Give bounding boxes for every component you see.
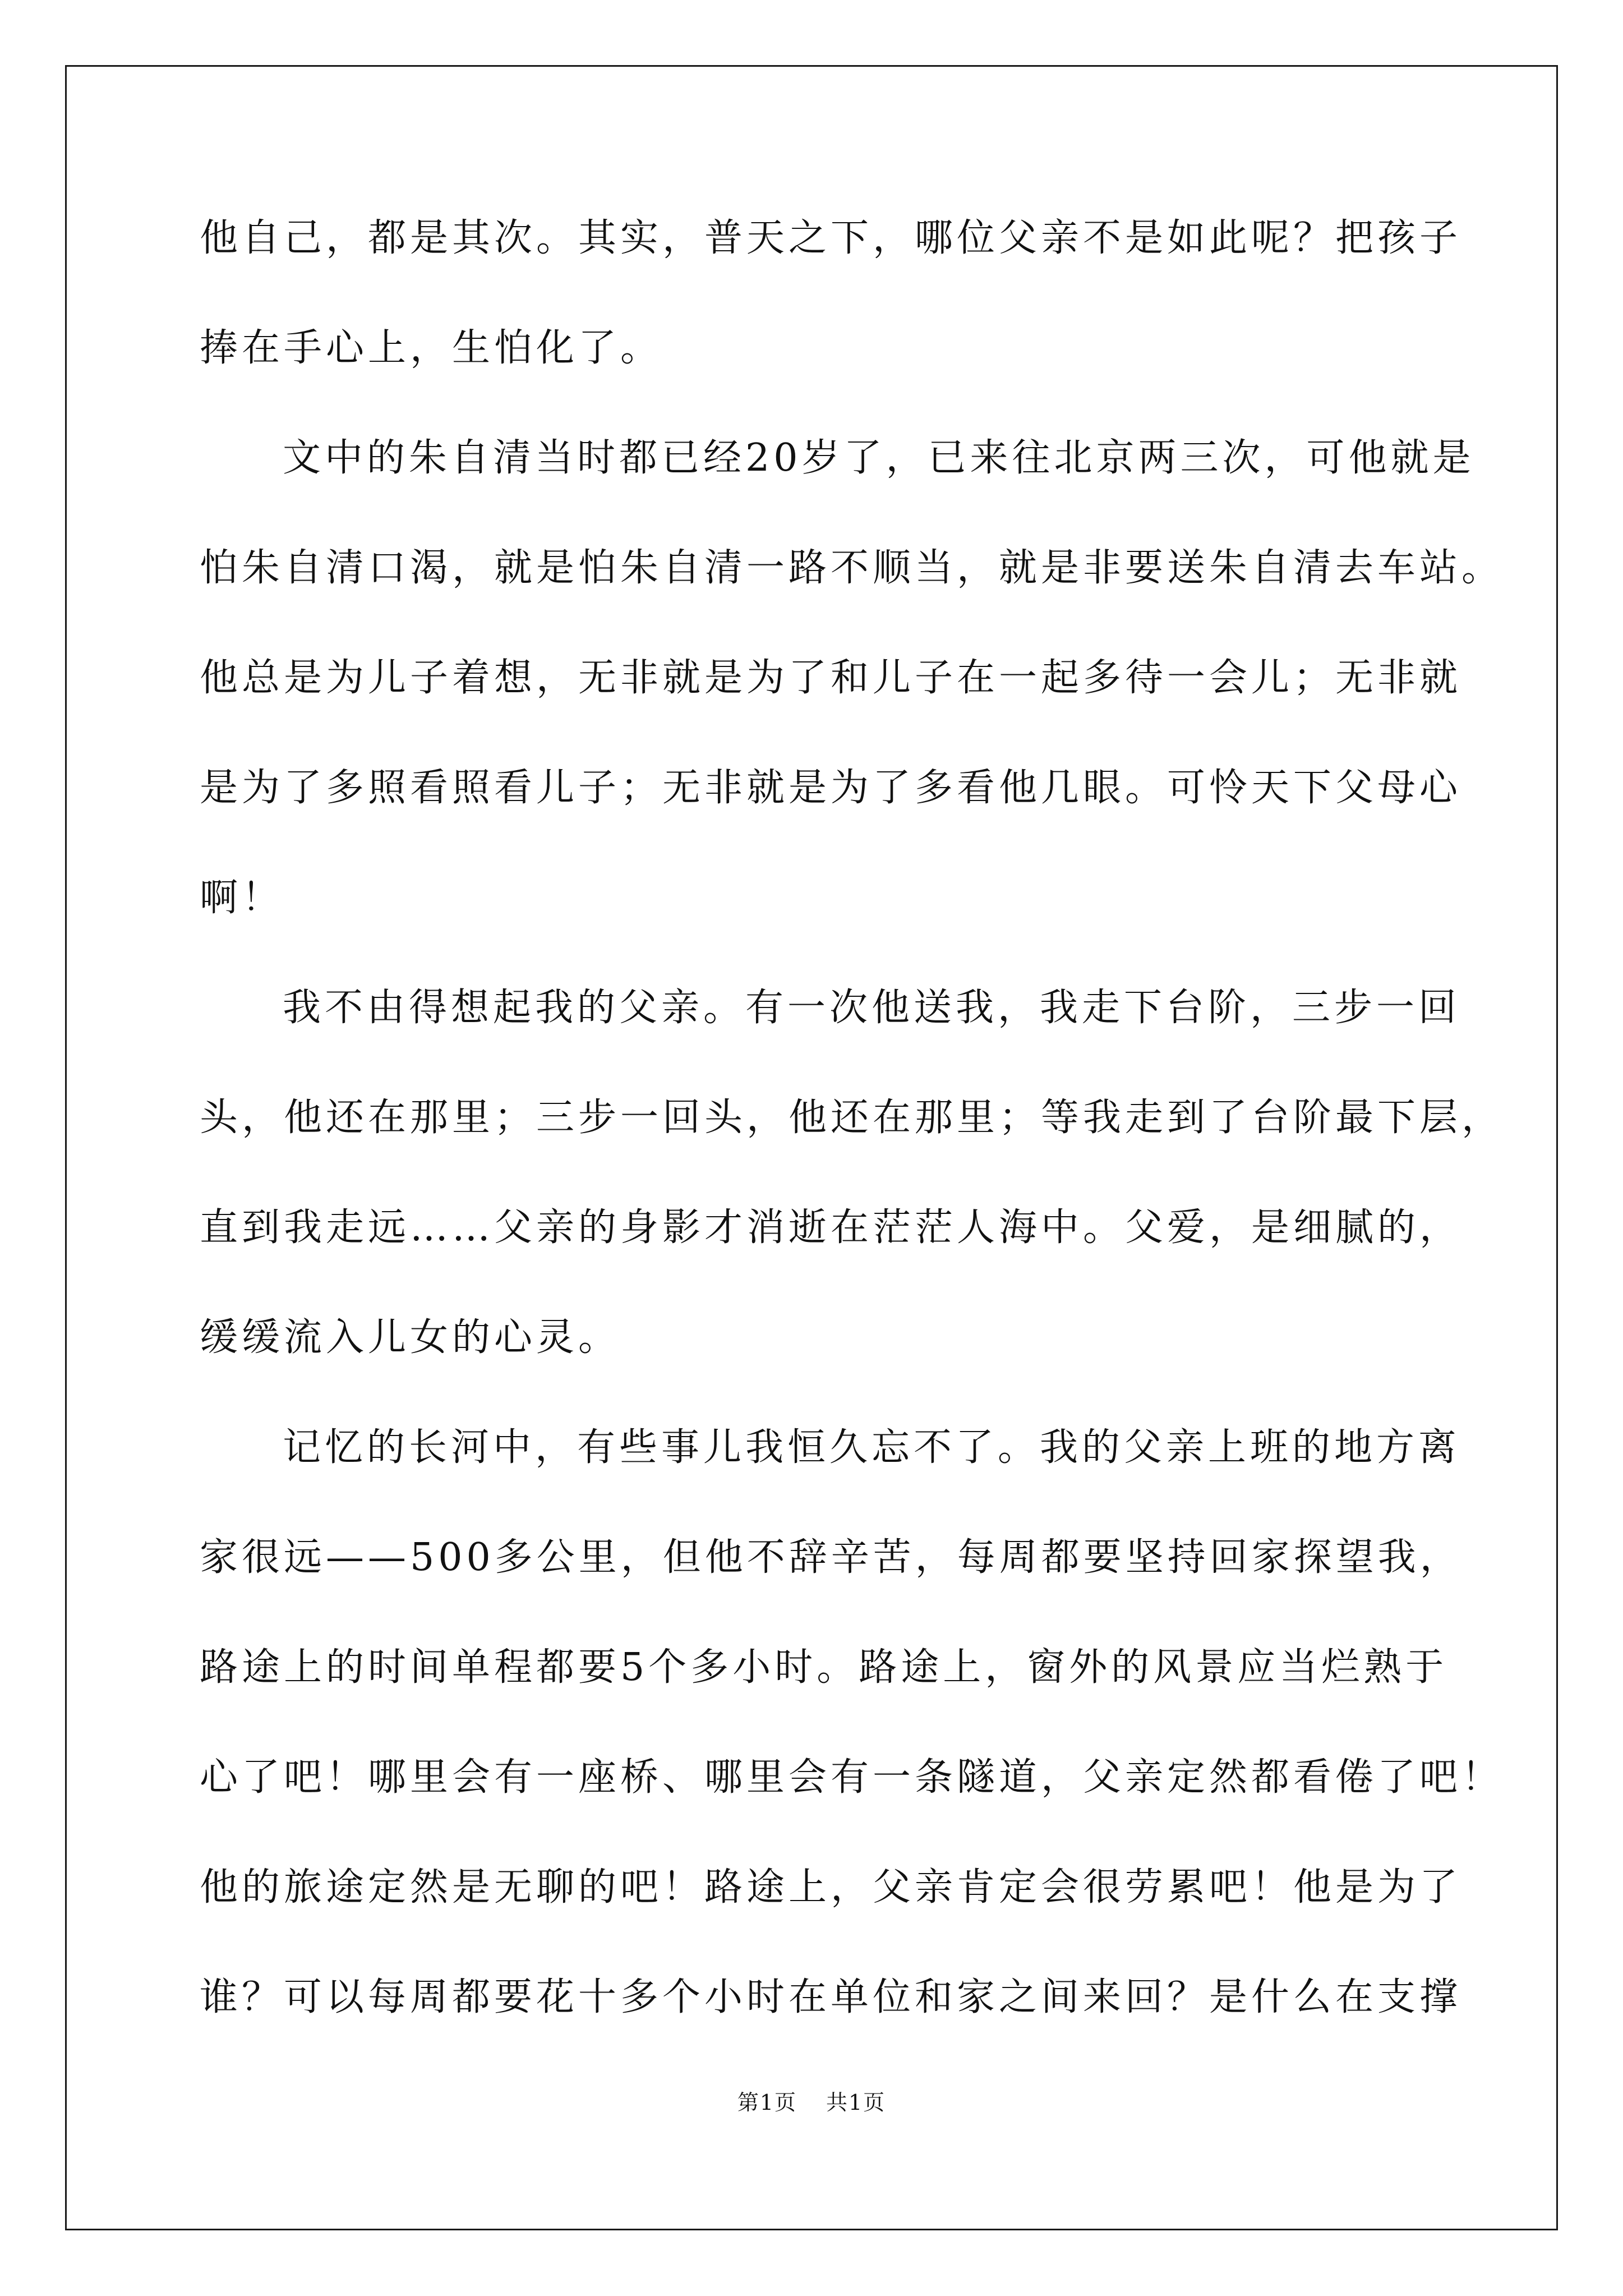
text-line: 他的旅途定然是无聊的吧！路途上，父亲肯定会很劳累吧！他是为了 [200,1865,1462,1910]
text-line: 心了吧！哪里会有一座桥、哪里会有一条隧道，父亲定然都看倦了吧！ [200,1755,1504,1800]
page-total: 共1页 [826,2090,886,2115]
text-line: 他总是为儿子着想，无非就是为了和儿子在一起多待一会儿；无非就 [200,656,1462,700]
text-line: 捧在手心上，生怕化了。 [200,326,663,370]
text-line: 头，他还在那里；三步一回头，他还在那里；等我走到了台阶最下层， [200,1096,1504,1140]
text-line: 怕朱自清口渴，就是怕朱自清一路不顺当，就是非要送朱自清去车站。 [200,546,1504,590]
text-line: 直到我走远……父亲的身影才消逝在茫茫人海中。父爱，是细腻的， [200,1205,1462,1250]
text-line: 缓缓流入儿女的心灵。 [200,1315,621,1360]
paragraph-start-line: 记忆的长河中，有些事儿我恒久忘不了。我的父亲上班的地方离 [283,1425,1461,1470]
paragraph-start-line: 文中的朱自清当时都已经20岁了，已来往北京两三次，可他就是 [283,436,1475,480]
text-line: 家很远——500多公里，但他不辞辛苦，每周都要坚持回家探望我， [200,1535,1462,1580]
document-body [200,213,1504,2082]
text-line: 他自己，都是其次。其实，普天之下，哪位父亲不是如此呢？把孩子 [200,216,1462,260]
text-line: 谁？可以每周都要花十多个小时在单位和家之间来回？是什么在支撑 [200,1975,1462,2019]
text-line: 是为了多照看照看儿子；无非就是为了多看他几眼。可怜天下父母心 [200,766,1462,810]
text-line: 路途上的时间单程都要5个多小时。路途上，窗外的风景应当烂熟于 [200,1645,1448,1690]
paragraph-start-line: 我不由得想起我的父亲。有一次他送我，我走下台阶，三步一回 [283,986,1461,1030]
page-footer [0,2085,1623,2116]
page-number: 第1页 [737,2090,797,2115]
text-line: 啊！ [200,876,284,920]
